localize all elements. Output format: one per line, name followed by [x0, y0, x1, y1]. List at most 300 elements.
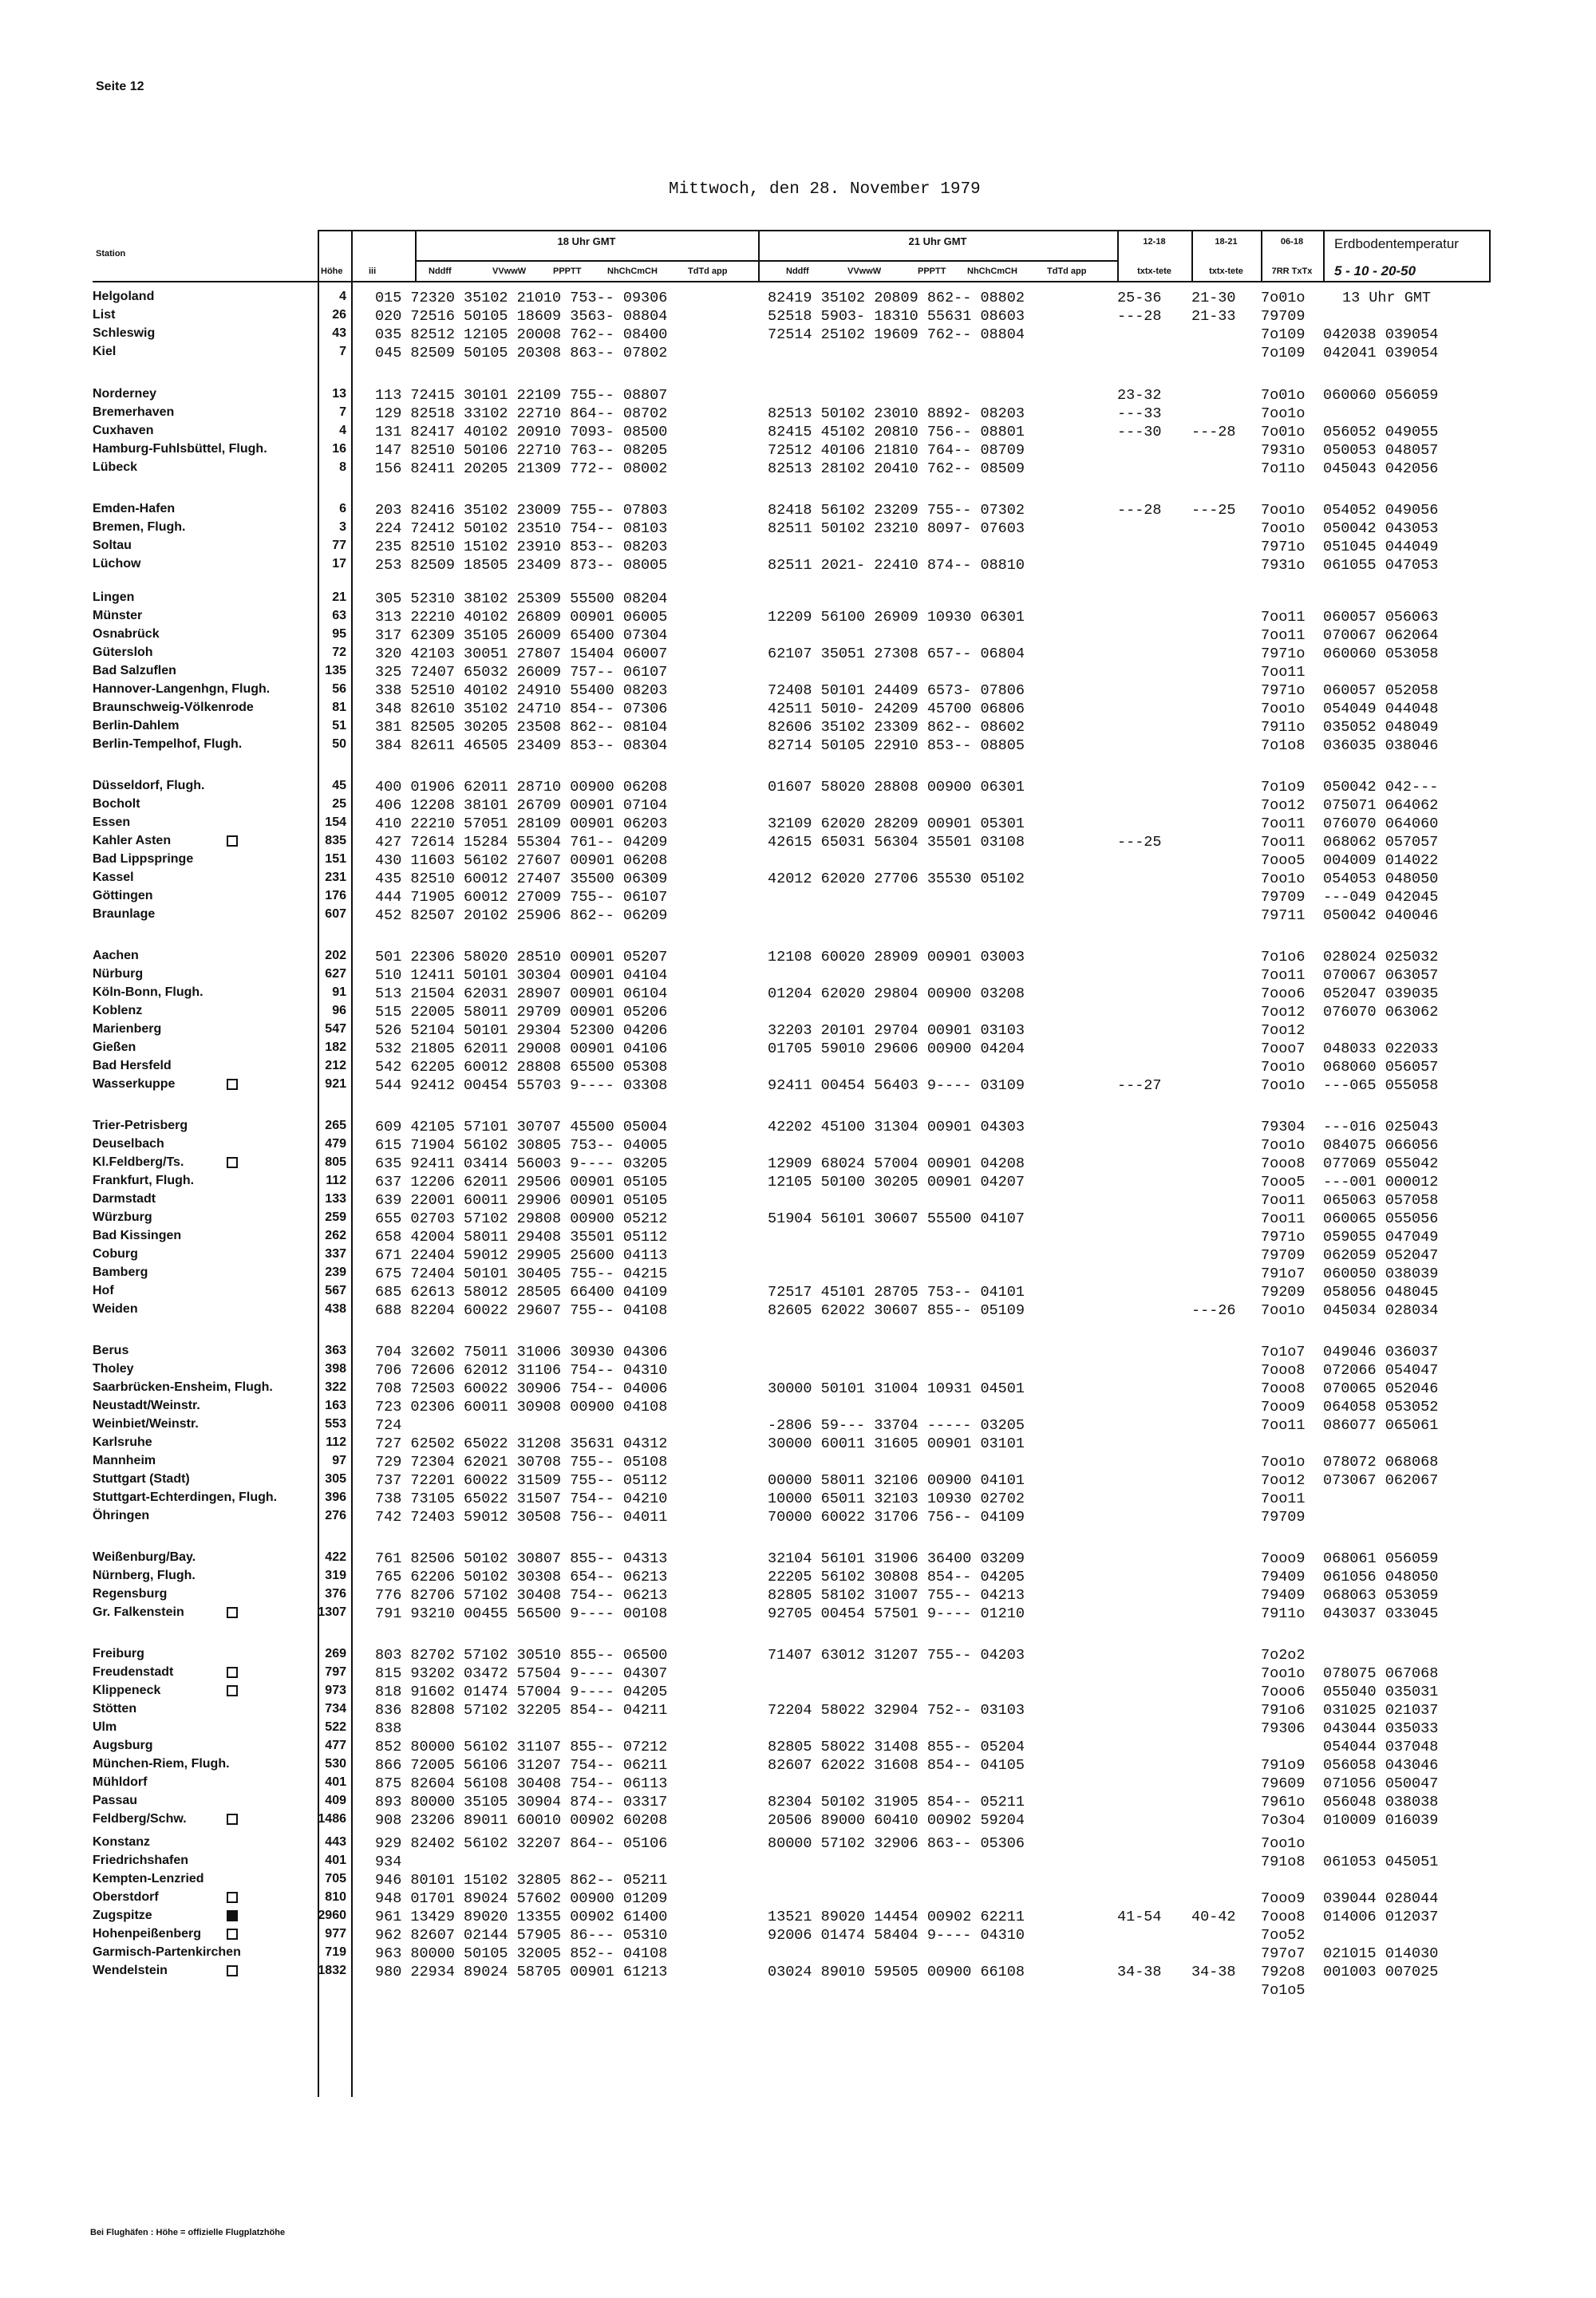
mountain-station-box — [227, 1607, 238, 1618]
temp-06-18: 7971o — [1261, 682, 1306, 699]
station-name: Kiel — [93, 345, 117, 358]
temp-18-21: ---26 — [1191, 1302, 1236, 1319]
obs-18-gmt: 400 01906 62011 28710 00900 06208 — [375, 779, 668, 796]
soil-temperature: 059055 047049 — [1323, 1229, 1439, 1246]
station-height: 977 — [325, 1927, 346, 1941]
obs-21-gmt: 72204 58022 32904 752-- 03103 — [768, 1702, 1025, 1719]
obs-21-gmt: 32104 56101 31906 36400 03209 — [768, 1550, 1025, 1567]
soil-temperature: 068063 053059 — [1323, 1587, 1439, 1604]
soil-temperature: 073067 062067 — [1323, 1472, 1439, 1489]
station-height: 154 — [325, 815, 346, 829]
station-name: Emden-Hafen — [93, 502, 176, 515]
station-name: Hamburg-Fuhlsbüttel, Flugh. — [93, 442, 267, 456]
station-name: Bremen, Flugh. — [93, 520, 186, 534]
station-name: Kl.Feldberg/Ts. — [93, 1155, 184, 1169]
obs-18-gmt: 320 42103 30051 27807 15404 06007 — [375, 646, 668, 662]
station-height: 553 — [325, 1417, 346, 1431]
obs-21-gmt: 03024 89010 59505 00900 66108 — [768, 1964, 1025, 1980]
obs-21-gmt: 92705 00454 57501 9---- 01210 — [768, 1605, 1025, 1622]
station-name: Tholey — [93, 1362, 134, 1376]
temp-06-18: 7oo1o — [1261, 1137, 1306, 1154]
station-height: 401 — [325, 1854, 346, 1867]
soil-temperature: 043044 035033 — [1323, 1720, 1439, 1737]
header-station: Station — [96, 249, 126, 259]
temp-06-18: 7oo11 — [1261, 664, 1306, 681]
obs-18-gmt: 113 72415 30101 22109 755-- 08807 — [375, 387, 668, 404]
obs-18-gmt: 510 12411 50101 30304 00901 04104 — [375, 967, 668, 984]
station-height: 547 — [325, 1022, 346, 1036]
temp-06-18: 7oo1o — [1261, 1454, 1306, 1471]
soil-temperature: 076070 064060 — [1323, 815, 1439, 832]
obs-18-gmt: 384 82611 46505 23409 853-- 08304 — [375, 737, 668, 754]
obs-18-gmt: 866 72005 56106 31207 754-- 06211 — [375, 1757, 668, 1774]
obs-18-gmt: 875 82604 56108 30408 754-- 06113 — [375, 1775, 668, 1792]
station-name: Frankfurt, Flugh. — [93, 1174, 195, 1187]
station-name: Lübeck — [93, 460, 138, 474]
station-name: Bremerhaven — [93, 405, 175, 419]
soil-temperature: 060060 053058 — [1323, 646, 1439, 662]
obs-18-gmt: 410 22210 57051 28109 00901 06203 — [375, 815, 668, 832]
station-height: 269 — [325, 1647, 346, 1660]
obs-18-gmt: 655 02703 57102 29808 00900 05212 — [375, 1210, 668, 1227]
obs-21-gmt: 82511 50102 23210 8097- 07603 — [768, 520, 1025, 537]
obs-21-gmt: 71407 63012 31207 755-- 04203 — [768, 1647, 1025, 1664]
station-height: 26 — [332, 308, 346, 322]
soil-temperature: 078072 068068 — [1323, 1454, 1439, 1471]
temp-06-18: 7ooo5 — [1261, 852, 1306, 869]
obs-18-gmt: 961 13429 89020 13355 00902 61400 — [375, 1909, 668, 1925]
station-name: Bamberg — [93, 1265, 148, 1279]
temp-06-18: 7o1o6 — [1261, 949, 1306, 965]
temp-06-18: 7ooo6 — [1261, 1684, 1306, 1700]
station-name: Neustadt/Weinstr. — [93, 1399, 200, 1412]
station-height: 77 — [332, 539, 346, 552]
soil-temperature: 068060 056057 — [1323, 1059, 1439, 1076]
soil-temperature: 061056 048050 — [1323, 1569, 1439, 1585]
station-name: Regensburg — [93, 1587, 168, 1601]
station-name: Cuxhaven — [93, 424, 154, 437]
temp-06-18: 7oo52 — [1261, 1927, 1306, 1944]
soil-temperature: 076070 063062 — [1323, 1004, 1439, 1021]
obs-21-gmt: 12108 60020 28909 00901 03003 — [768, 949, 1025, 965]
soil-temperature: 070067 062064 — [1323, 627, 1439, 644]
station-height: 567 — [325, 1284, 346, 1297]
soil-temperature: 043037 033045 — [1323, 1605, 1439, 1622]
station-height: 163 — [325, 1399, 346, 1412]
station-height: 376 — [325, 1587, 346, 1601]
header-group21: 21 Uhr GMT — [908, 235, 967, 247]
station-name: Konstanz — [93, 1835, 150, 1849]
soil-temperature: 051045 044049 — [1323, 539, 1439, 555]
soil-temperature: 035052 048049 — [1323, 719, 1439, 736]
obs-21-gmt: 10000 65011 32103 10930 02702 — [768, 1491, 1025, 1507]
obs-21-gmt: 30000 60011 31605 00901 03101 — [768, 1435, 1025, 1452]
station-height: 797 — [325, 1665, 346, 1679]
station-height: 97 — [332, 1454, 346, 1467]
station-name: Helgoland — [93, 290, 155, 303]
station-name: Deuselbach — [93, 1137, 164, 1151]
station-height: 443 — [325, 1835, 346, 1849]
temp-06-18: 7oo11 — [1261, 1210, 1306, 1227]
obs-18-gmt: 893 80000 35105 30904 874-- 03317 — [375, 1794, 668, 1810]
temp-06-18: 792o8 — [1261, 1964, 1306, 1980]
obs-21-gmt: 12209 56100 26909 10930 06301 — [768, 609, 1025, 626]
station-height: 17 — [332, 557, 346, 571]
station-height: 276 — [325, 1509, 346, 1522]
header-sub-0618: 7RR TxTx — [1271, 267, 1313, 276]
station-name: Norderney — [93, 387, 157, 401]
table-header-rule — [93, 281, 1491, 282]
obs-18-gmt: 836 82808 57102 32205 854-- 04211 — [375, 1702, 668, 1719]
page-label: Seite 12 — [96, 80, 144, 93]
station-height: 8 — [339, 460, 346, 474]
obs-18-gmt: 235 82510 15102 23910 853-- 08203 — [375, 539, 668, 555]
station-name: Freudenstadt — [93, 1665, 174, 1679]
soil-temperature: 050042 042--- — [1323, 779, 1439, 796]
temp-06-18: 79409 — [1261, 1587, 1306, 1604]
station-name: Marienberg — [93, 1022, 162, 1036]
obs-18-gmt: 706 72606 62012 31106 754-- 04310 — [375, 1362, 668, 1379]
obs-18-gmt: 962 82607 02144 57905 86--- 05310 — [375, 1927, 668, 1944]
station-name: Bad Salzuflen — [93, 664, 176, 677]
station-name: Bad Lippspringe — [93, 852, 194, 866]
station-name: Freiburg — [93, 1647, 144, 1660]
obs-18-gmt: 908 23206 89011 60010 00902 60208 — [375, 1812, 668, 1829]
soil-temperature: 064058 053052 — [1323, 1399, 1439, 1416]
header-18-tdapp: TdTd app — [688, 267, 728, 276]
obs-18-gmt: 501 22306 58020 28510 00901 05207 — [375, 949, 668, 965]
header-erdboden-depths: 5 - 10 - 20-50 — [1334, 263, 1416, 278]
station-name: Trier-Petrisberg — [93, 1119, 188, 1132]
station-name: Berus — [93, 1344, 129, 1357]
station-name: Oberstdorf — [93, 1890, 159, 1904]
obs-18-gmt: 513 21504 62031 28907 00901 06104 — [375, 985, 668, 1002]
soil-temperature: 054053 048050 — [1323, 871, 1439, 887]
station-height: 398 — [325, 1362, 346, 1376]
temp-06-18: 7o01o — [1261, 387, 1306, 404]
temp-06-18: 7ooo8 — [1261, 1380, 1306, 1397]
station-height: 363 — [325, 1344, 346, 1357]
temp-06-18: 7oo12 — [1261, 1022, 1306, 1039]
temp-12-18: 41-54 — [1117, 1909, 1162, 1925]
obs-21-gmt: 82805 58102 31007 755-- 04213 — [768, 1587, 1025, 1604]
soil-temperature: 060057 056063 — [1323, 609, 1439, 626]
temp-06-18: 7ooo8 — [1261, 1909, 1306, 1925]
mountain-station-box — [227, 1929, 238, 1940]
temp-06-18: 7o11o — [1261, 460, 1306, 477]
obs-18-gmt: 727 62502 65022 31208 35631 04312 — [375, 1435, 668, 1452]
obs-18-gmt: 815 93202 03472 57504 9---- 04307 — [375, 1665, 668, 1682]
header-18-vvwww: VVwwW — [492, 267, 527, 276]
temp-12-18: ---28 — [1117, 502, 1162, 519]
station-height: 95 — [332, 627, 346, 641]
soil-temperature: 086077 065061 — [1323, 1417, 1439, 1434]
soil-temperature: 060060 056059 — [1323, 387, 1439, 404]
station-name: Passau — [93, 1794, 138, 1807]
station-height: 265 — [325, 1119, 346, 1132]
station-name: Nürnberg, Flugh. — [93, 1569, 196, 1582]
obs-18-gmt: 203 82416 35102 23009 755-- 07803 — [375, 502, 668, 519]
temp-06-18: 7oo1o — [1261, 405, 1306, 422]
temp-06-18: 79709 — [1261, 1247, 1306, 1264]
temp-06-18: 791o8 — [1261, 1854, 1306, 1870]
header-21-nhc: NhChCmCH — [967, 267, 1017, 276]
obs-21-gmt: 22205 56102 30808 854-- 04205 — [768, 1569, 1025, 1585]
station-name: Stuttgart (Stadt) — [93, 1472, 190, 1486]
temp-06-18: 7oo11 — [1261, 815, 1306, 832]
mountain-station-box — [227, 1965, 238, 1976]
temp-06-18: 79709 — [1261, 308, 1306, 325]
obs-18-gmt: 737 72201 60022 31509 755-- 05112 — [375, 1472, 668, 1489]
station-height: 2960 — [318, 1909, 346, 1922]
soil-temperature: 078075 067068 — [1323, 1665, 1439, 1682]
obs-18-gmt: 532 21805 62011 29008 00901 04106 — [375, 1040, 668, 1057]
station-height: 3 — [339, 520, 346, 534]
temp-06-18: 7o01o — [1261, 290, 1306, 306]
soil-temperature: 042041 039054 — [1323, 345, 1439, 361]
temp-12-18: 25-36 — [1117, 290, 1162, 306]
soil-temperature: 060065 055056 — [1323, 1210, 1439, 1227]
soil-temperature: ---065 055058 — [1323, 1077, 1439, 1094]
station-height: 112 — [326, 1174, 346, 1187]
station-height: 182 — [325, 1040, 346, 1054]
station-name: München-Riem, Flugh. — [93, 1757, 230, 1771]
station-height: 13 — [332, 387, 346, 401]
obs-21-gmt: 82607 62022 31608 854-- 04105 — [768, 1757, 1025, 1774]
header-1821: 18-21 — [1215, 237, 1238, 247]
soil-temperature: ---049 042045 — [1323, 889, 1439, 906]
station-name: Friedrichshafen — [93, 1854, 189, 1867]
obs-18-gmt: 444 71905 60012 27009 755-- 06107 — [375, 889, 668, 906]
station-height: 239 — [325, 1265, 346, 1279]
soil-temperature: 048033 022033 — [1323, 1040, 1439, 1057]
temp-06-18: 79709 — [1261, 1509, 1306, 1526]
soil-temperature: 014006 012037 — [1323, 1909, 1439, 1925]
soil-temperature: 050053 048057 — [1323, 442, 1439, 459]
temp-06-18: 797o7 — [1261, 1945, 1306, 1962]
obs-18-gmt: 305 52310 38102 25309 55500 08204 — [375, 590, 668, 607]
temp-06-18: 7971o — [1261, 1229, 1306, 1246]
station-name: Karlsruhe — [93, 1435, 152, 1449]
station-name: Kempten-Lenzried — [93, 1872, 204, 1885]
obs-21-gmt: 72408 50101 24409 6573- 07806 — [768, 682, 1025, 699]
station-name: Darmstadt — [93, 1192, 156, 1206]
obs-18-gmt: 015 72320 35102 21010 753-- 09306 — [375, 290, 668, 306]
station-height: 805 — [325, 1155, 346, 1169]
obs-18-gmt: 729 72304 62021 30708 755-- 05108 — [375, 1454, 668, 1471]
obs-21-gmt: 80000 57102 32906 863-- 05306 — [768, 1835, 1025, 1852]
obs-18-gmt: 688 82204 60022 29607 755-- 04108 — [375, 1302, 668, 1319]
station-name: Münster — [93, 609, 143, 622]
temp-06-18: 7oo1o — [1261, 1835, 1306, 1852]
obs-18-gmt: 803 82702 57102 30510 855-- 06500 — [375, 1647, 668, 1664]
temp-06-18: 7oo1o — [1261, 871, 1306, 887]
soil-temperature: 084075 066056 — [1323, 1137, 1439, 1154]
temp-18-21: 21-30 — [1191, 290, 1236, 306]
station-name: Kassel — [93, 871, 134, 884]
temp-06-18: 7oo1o — [1261, 1059, 1306, 1076]
temp-06-18: 791o9 — [1261, 1757, 1306, 1774]
station-height: 21 — [332, 590, 346, 604]
temp-06-18: 7oo11 — [1261, 1192, 1306, 1209]
soil-temperature: 054044 037048 — [1323, 1739, 1439, 1755]
temp-06-18: 79711 — [1261, 907, 1306, 924]
station-name: Essen — [93, 815, 131, 829]
temp-18-21: 40-42 — [1191, 1909, 1236, 1925]
temp-06-18: 7911o — [1261, 1605, 1306, 1622]
soil-temperature: 056058 043046 — [1323, 1757, 1439, 1774]
station-height: 50 — [332, 737, 346, 751]
obs-21-gmt: 82511 2021- 22410 874-- 08810 — [768, 557, 1025, 574]
temp-06-18: 7o01o — [1261, 424, 1306, 440]
soil-temperature: ---016 025043 — [1323, 1119, 1439, 1135]
station-height: 43 — [332, 326, 346, 340]
obs-21-gmt: 42202 45100 31304 00901 04303 — [768, 1119, 1025, 1135]
station-name: Coburg — [93, 1247, 138, 1261]
station-name: Gr. Falkenstein — [93, 1605, 184, 1619]
station-name: Bocholt — [93, 797, 140, 811]
header-21-tdapp: TdTd app — [1047, 267, 1087, 276]
temp-12-18: ---27 — [1117, 1077, 1162, 1094]
footnote: Bei Flughäfen : Höhe = offizielle Flugplatzhöhe — [90, 2228, 286, 2237]
soil-temperature: 062059 052047 — [1323, 1247, 1439, 1264]
obs-18-gmt: 313 22210 40102 26809 00901 06005 — [375, 609, 668, 626]
temp-18-21: 21-33 — [1191, 308, 1236, 325]
obs-21-gmt: 42511 5010- 24209 45700 06806 — [768, 701, 1025, 717]
obs-18-gmt: 515 22005 58011 29709 00901 05206 — [375, 1004, 668, 1021]
station-height: 319 — [325, 1569, 346, 1582]
obs-18-gmt: 452 82507 20102 25906 862-- 06209 — [375, 907, 668, 924]
header-13-uhr: 13 Uhr GMT — [1342, 290, 1432, 306]
obs-18-gmt: 544 92412 00454 55703 9---- 03308 — [375, 1077, 668, 1094]
obs-21-gmt: 92411 00454 56403 9---- 03109 — [768, 1077, 1025, 1094]
obs-18-gmt: 325 72407 65032 26009 757-- 06107 — [375, 664, 668, 681]
temp-06-18: 7911o — [1261, 719, 1306, 736]
soil-temperature: 045034 028034 — [1323, 1302, 1439, 1319]
station-name: Hof — [93, 1284, 114, 1297]
station-name: Ulm — [93, 1720, 117, 1734]
obs-21-gmt: 82714 50105 22910 853-- 08805 — [768, 737, 1025, 754]
temp-06-18: 7o109 — [1261, 326, 1306, 343]
station-name: Lüchow — [93, 557, 141, 571]
soil-temperature: 072066 054047 — [1323, 1362, 1439, 1379]
obs-21-gmt: 72517 45101 28705 753-- 04101 — [768, 1284, 1025, 1301]
header-erdboden: Erdbodentemperatur — [1334, 236, 1459, 251]
station-height: 262 — [325, 1229, 346, 1242]
soil-temperature: 060057 052058 — [1323, 682, 1439, 699]
station-name: Öhringen — [93, 1509, 150, 1522]
station-height: 396 — [325, 1491, 346, 1504]
temp-06-18: 7oo1o — [1261, 1302, 1306, 1319]
obs-18-gmt: 724 — [375, 1417, 402, 1434]
col-divider-iii — [351, 230, 353, 2097]
header-21-vvwww: VVwwW — [847, 267, 882, 276]
station-name: Mannheim — [93, 1454, 156, 1467]
station-height: 422 — [325, 1550, 346, 1564]
obs-18-gmt: 685 62613 58012 28505 66400 04109 — [375, 1284, 668, 1301]
soil-temperature: 031025 021037 — [1323, 1702, 1439, 1719]
temp-06-18: 7o1o9 — [1261, 779, 1306, 796]
soil-temperature: 071056 050047 — [1323, 1775, 1439, 1792]
station-height: 16 — [332, 442, 346, 456]
station-height: 438 — [325, 1302, 346, 1316]
station-name: Aachen — [93, 949, 139, 962]
temp-06-18: 7ooo9 — [1261, 1399, 1306, 1416]
station-name: Weiden — [93, 1302, 138, 1316]
obs-21-gmt: 01204 62020 29804 00900 03208 — [768, 985, 1025, 1002]
soil-temperature: ---001 000012 — [1323, 1174, 1439, 1190]
temp-06-18: 79304 — [1261, 1119, 1306, 1135]
temp-06-18: 79209 — [1261, 1284, 1306, 1301]
soil-temperature: 021015 014030 — [1323, 1945, 1439, 1962]
mountain-station-box — [227, 835, 238, 847]
station-height: 1832 — [318, 1964, 346, 1977]
temp-06-18: 7oo11 — [1261, 627, 1306, 644]
obs-21-gmt: 82304 50102 31905 854-- 05211 — [768, 1794, 1025, 1810]
temp-12-18: ---33 — [1117, 405, 1162, 422]
obs-21-gmt: 12909 68024 57004 00901 04208 — [768, 1155, 1025, 1172]
temp-06-18: 7ooo7 — [1261, 1040, 1306, 1057]
station-name: Braunschweig-Völkenrode — [93, 701, 254, 714]
header-group18: 18 Uhr GMT — [557, 235, 616, 247]
station-height: 81 — [332, 701, 346, 714]
temp-06-18: 7971o — [1261, 539, 1306, 555]
obs-21-gmt: 12105 50100 30205 00901 04207 — [768, 1174, 1025, 1190]
temp-06-18: 7ooo5 — [1261, 1174, 1306, 1190]
mountain-station-box — [227, 1814, 238, 1825]
station-name: Wendelstein — [93, 1964, 168, 1977]
obs-21-gmt: 82513 50102 23010 8892- 08203 — [768, 405, 1025, 422]
soil-temperature: 075071 064062 — [1323, 797, 1439, 814]
obs-18-gmt: 348 82610 35102 24710 854-- 07306 — [375, 701, 668, 717]
temp-06-18: 7ooo9 — [1261, 1890, 1306, 1907]
soil-temperature: 052047 039035 — [1323, 985, 1439, 1002]
station-name: Bad Kissingen — [93, 1229, 182, 1242]
temp-06-18: 7971o — [1261, 646, 1306, 662]
obs-21-gmt: 42615 65031 56304 35501 03108 — [768, 834, 1025, 851]
obs-18-gmt: 635 92411 03414 56003 9---- 03205 — [375, 1155, 668, 1172]
obs-21-gmt: 82513 28102 20410 762-- 08509 — [768, 460, 1025, 477]
station-height: 719 — [325, 1945, 346, 1959]
header-21-nddff: Nddff — [786, 267, 809, 276]
obs-21-gmt: 01705 59010 29606 00900 04204 — [768, 1040, 1025, 1057]
obs-21-gmt: 82418 56102 23209 755-- 07302 — [768, 502, 1025, 519]
temp-06-18: 7oo1o — [1261, 1665, 1306, 1682]
station-height: 4 — [339, 424, 346, 437]
obs-18-gmt: 615 71904 56102 30805 753-- 04005 — [375, 1137, 668, 1154]
obs-21-gmt: 13521 89020 14454 00902 62211 — [768, 1909, 1025, 1925]
station-height: 409 — [325, 1794, 346, 1807]
station-height: 133 — [325, 1192, 346, 1206]
station-name: Stötten — [93, 1702, 137, 1716]
station-height: 25 — [332, 797, 346, 811]
obs-21-gmt: 70000 60022 31706 756-- 04109 — [768, 1509, 1025, 1526]
obs-18-gmt: 129 82518 33102 22710 864-- 08702 — [375, 405, 668, 422]
station-name: Braunlage — [93, 907, 156, 921]
station-name: Weinbiet/Weinstr. — [93, 1417, 199, 1431]
station-name: Klippeneck — [93, 1684, 161, 1697]
obs-21-gmt: 82605 62022 30607 855-- 05109 — [768, 1302, 1025, 1319]
obs-18-gmt: 929 82402 56102 32207 864-- 05106 — [375, 1835, 668, 1852]
station-height: 734 — [325, 1702, 346, 1716]
obs-18-gmt: 946 80101 15102 32805 862-- 05211 — [375, 1872, 668, 1889]
temp-06-18: 7oo12 — [1261, 1472, 1306, 1489]
obs-18-gmt: 818 91602 01474 57004 9---- 04205 — [375, 1684, 668, 1700]
station-height: 45 — [332, 779, 346, 792]
station-height: 72 — [332, 646, 346, 659]
station-name: Weißenburg/Bay. — [93, 1550, 196, 1564]
temp-06-18: 7oo1o — [1261, 520, 1306, 537]
